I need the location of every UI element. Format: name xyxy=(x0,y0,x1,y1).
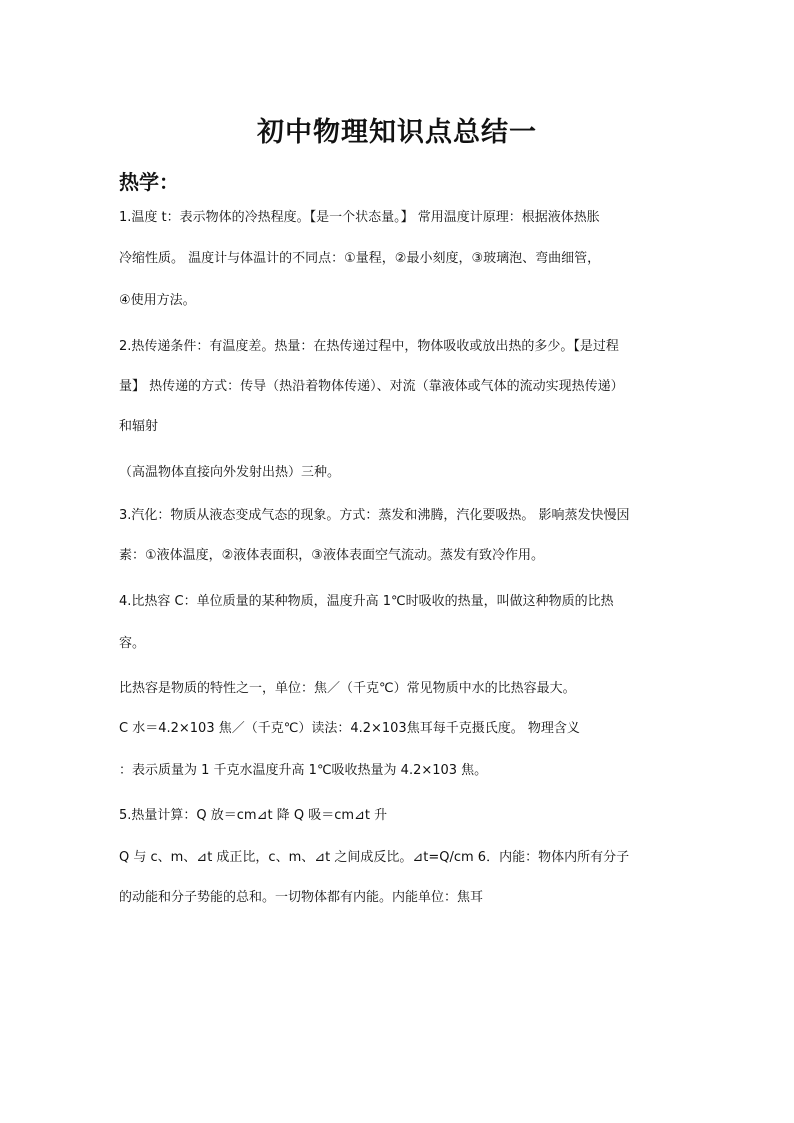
body-line: 1.温度 t：表示物体的冷热程度。【是一个状态量。】 常用温度计原理：根据液体热胀 xyxy=(119,210,600,225)
page-title: 初中物理知识点总结一 xyxy=(257,117,537,148)
body-line: 3.汽化：物质从液态变成气态的现象。方式：蒸发和沸腾，汽化要吸热。 影响蒸发快慢因 xyxy=(119,508,630,523)
body-line: ④使用方法。 xyxy=(119,293,196,308)
body-line: Q 与 c、m、⊿t 成正比，c、m、⊿t 之间成反比。⊿t=Q/cm 6．内能：物体内所有分子 xyxy=(119,850,630,865)
body-line: 2.热传递条件：有温度差。热量：在热传递过程中，物体吸收或放出热的多少。【是过程 xyxy=(119,339,619,354)
body-line: 比热容是物质的特性之一，单位：焦／（千克℃）常见物质中水的比热容最大。 xyxy=(119,681,576,696)
body-line: 容。 xyxy=(119,636,146,651)
body-line: 冷缩性质。 温度计与体温计的不同点：①量程，②最小刻度，③玻璃泡、弯曲细管， xyxy=(119,251,601,266)
body-line: （高温物体直接向外发射出热）三种。 xyxy=(119,465,341,480)
body-line: ：表示质量为 1 千克水温度升高 1℃吸收热量为 4.2×103 焦。 xyxy=(119,763,488,778)
body-line: C 水＝4.2×103 焦／（千克℃）读法：4.2×103焦耳每千克摄氏度。 物理含义 xyxy=(119,721,580,736)
body-line: 5.热量计算：Q 放＝cm⊿t 降 Q 吸＝cm⊿t 升 xyxy=(119,808,388,823)
body-line: 素：①液体温度，②液体表面积，③液体表面空气流动。蒸发有致冷作用。 xyxy=(119,548,544,563)
body-line: 和辐射 xyxy=(119,419,159,434)
body-line: 的动能和分子势能的总和。一切物体都有内能。内能单位：焦耳 xyxy=(119,890,484,905)
section-heading-thermology: 热学： xyxy=(119,170,179,194)
body-line: 量】 热传递的方式：传导（热沿着物体传递）、对流（靠液体或气体的流动实现热传递） xyxy=(119,379,624,394)
body-line: 4.比热容 C：单位质量的某种物质，温度升高 1℃时吸收的热量，叫做这种物质的比热 xyxy=(119,594,614,609)
